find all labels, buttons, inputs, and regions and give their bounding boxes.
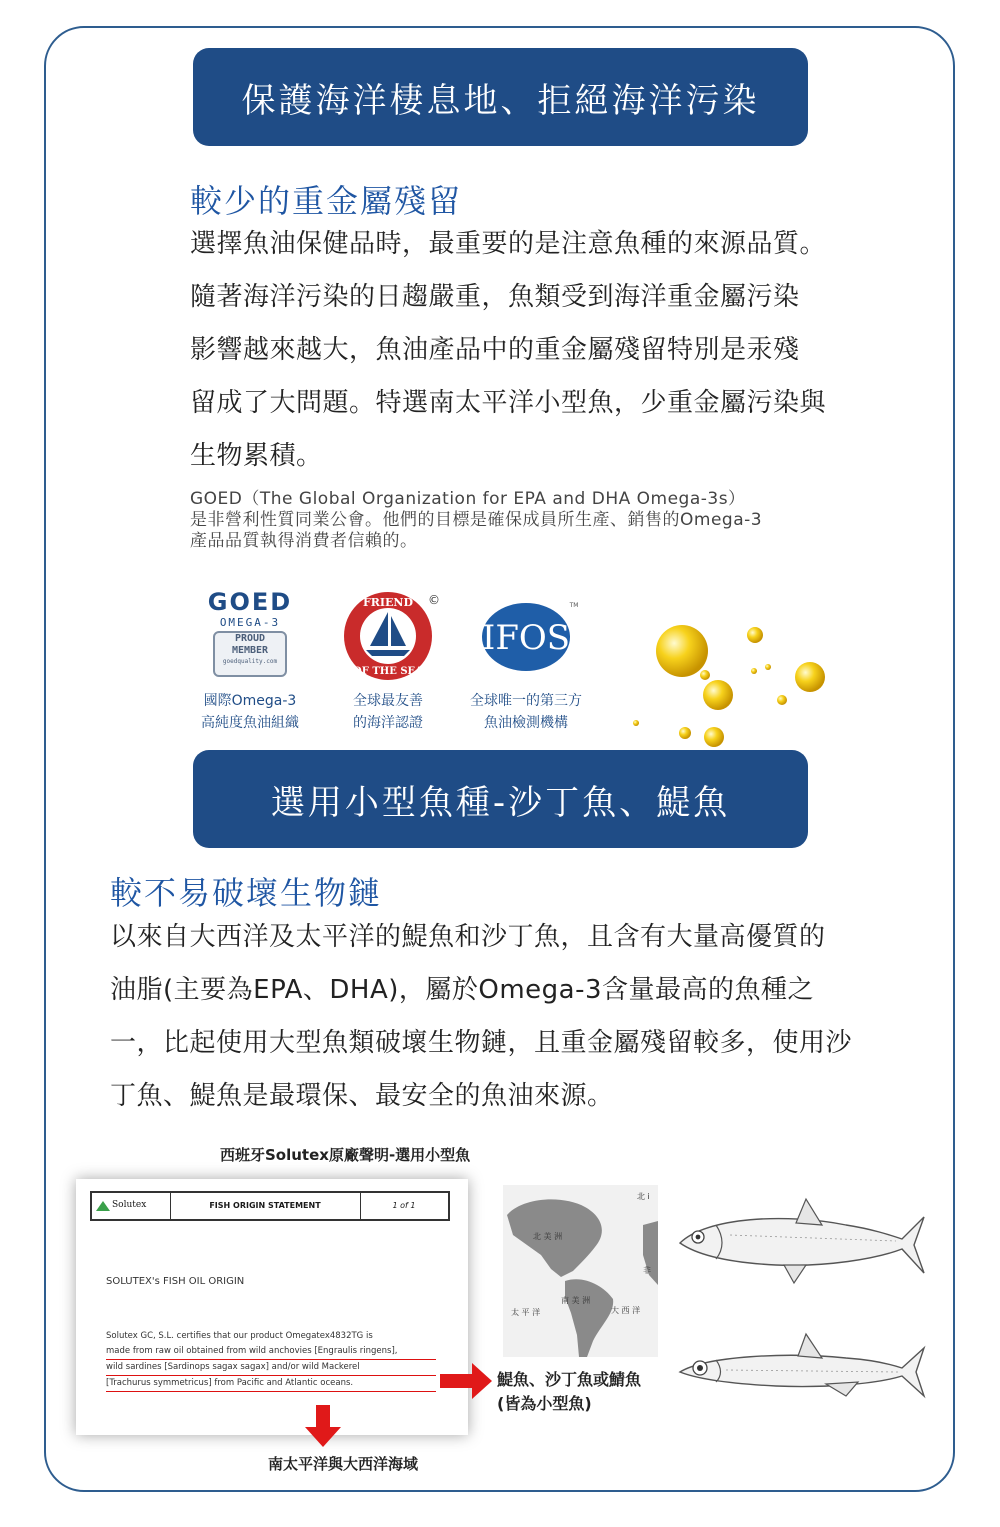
oil-bubble-icon <box>747 627 763 643</box>
anchovy-illustration <box>676 1330 926 1400</box>
heading-food-chain: 較不易破壞生物鏈 <box>110 874 383 912</box>
anchovy-dorsal-fin <box>798 1334 822 1358</box>
arrow-down-icon <box>305 1405 341 1447</box>
goed-logo <box>200 588 300 680</box>
oil-bubble-icon <box>795 662 825 692</box>
copyright-mark: © <box>428 593 440 607</box>
banner-protect-ocean: 保護海洋棲息地、拒絕海洋污染 <box>193 48 808 146</box>
document-header <box>90 1191 450 1221</box>
document-body <box>106 1329 436 1392</box>
ocean-caption: 南太平洋與大西洋海域 <box>268 1455 419 1473</box>
paragraph-line: 生物累積。 <box>190 441 323 471</box>
goed-caption <box>198 690 302 734</box>
map-graphic <box>503 1185 658 1357</box>
friend-of-the-sea-logo <box>340 590 444 684</box>
heading-heavy-metal: 較少的重金屬殘留 <box>190 182 463 220</box>
caption-line: 全球唯一的第三方 <box>470 693 582 709</box>
oil-bubble-icon <box>703 680 733 710</box>
paragraph-line: 以來自大西洋及太平洋的鯷魚和沙丁魚，且含有大量高優質的 <box>110 922 826 952</box>
map-label-africa: 非 <box>643 1266 651 1275</box>
document-page: 1 of 1 <box>392 1201 416 1210</box>
sardine-ventral-fin <box>784 1265 806 1283</box>
oil-bubbles-illustration <box>622 615 832 750</box>
goed-member: MEMBER <box>231 645 269 656</box>
document-line: wild sardines [Sardinops sagax sagax] and/or wild Mackerel <box>106 1360 436 1376</box>
americas-map <box>503 1185 658 1357</box>
fish-caption <box>497 1368 641 1416</box>
oil-bubble-icon <box>704 727 724 747</box>
ifos-logo <box>480 597 580 673</box>
paragraph-line: 油脂(主要為EPA、DHA)，屬於Omega-3含量最高的魚種之 <box>110 975 815 1005</box>
boat-hull-icon <box>366 650 410 656</box>
caption-line: 鯷魚、沙丁魚或鯖魚 <box>497 1370 642 1389</box>
map-label-atlantic: 大 西 洋 <box>611 1306 641 1315</box>
anchovy-anal-fin <box>826 1382 858 1396</box>
sardine-illustration <box>676 1195 926 1285</box>
paragraph-food-chain <box>110 911 852 1123</box>
anchovy-pupil <box>697 1365 703 1371</box>
south-america-shape <box>565 1279 613 1357</box>
map-label-corner: 北 i <box>637 1192 650 1201</box>
caption-line: (皆為小型魚) <box>497 1394 592 1413</box>
caption-line: 全球最友善 <box>353 693 423 709</box>
document-line: Solutex GC, S.L. certifies that our product Omegatex4832TG is <box>106 1331 373 1341</box>
paragraph-line: 一，比起使用大型魚類破壞生物鏈，且重金屬殘留較多，使用沙 <box>110 1028 853 1058</box>
oil-bubble-icon <box>765 664 771 670</box>
document-statement: FISH ORIGIN STATEMENT <box>170 1193 361 1219</box>
document-line: made from raw oil obtained from wild anchovies [Engraulis ringens], <box>106 1344 436 1360</box>
trademark-mark: TM <box>569 602 579 609</box>
oil-bubble-icon <box>656 625 708 677</box>
oil-bubble-icon <box>679 727 691 739</box>
caption-line: 國際Omega-3 <box>203 693 297 709</box>
note-line: 是非營利性質同業公會。他們的目標是確保成員所生產、銷售的Omega-3 <box>190 510 763 530</box>
goed-sub: OMEGA-3 <box>219 616 281 629</box>
banner-small-fish: 選用小型魚種-沙丁魚、鯷魚 <box>193 750 808 848</box>
note-line: 產品品質執得消費者信賴的。 <box>190 531 418 551</box>
goed-brand: GOED <box>207 588 293 616</box>
document-brand: Solutex <box>112 1200 147 1210</box>
paragraph-line: 選擇魚油保健品時，最重要的是注意魚種的來源品質。 <box>190 229 827 259</box>
seal-top-text: FRIEND <box>362 596 414 609</box>
oil-bubble-icon <box>751 668 757 674</box>
map-label-north-america: 北 美 洲 <box>533 1232 563 1241</box>
document-heading: SOLUTEX's FISH OIL ORIGIN <box>106 1276 245 1287</box>
fish-origin-document <box>76 1179 468 1435</box>
paragraph-line: 丁魚、鯷魚是最環保、最安全的魚油來源。 <box>110 1081 614 1111</box>
caption-line: 高純度魚油組織 <box>201 715 299 731</box>
paragraph-line: 留成了大問題。特選南太平洋小型魚，少重金屬污染與 <box>190 388 827 418</box>
note-line: GOED（The Global Organization for EPA and DHA Omega-3s） <box>190 489 746 509</box>
sardine-pupil <box>696 1235 701 1240</box>
sardine-dorsal-fin <box>796 1199 822 1225</box>
seal-bottom-text: OF THE SEA <box>353 666 423 677</box>
arrow-right-icon <box>440 1363 492 1399</box>
figure-title: 西班牙Solutex原廠聲明-選用小型魚 <box>220 1146 471 1164</box>
goed-url: goedquality.com <box>222 658 278 665</box>
caption-line: 的海洋認證 <box>353 715 423 731</box>
ifos-brand: IFOS <box>481 618 571 658</box>
paragraph-heavy-metal <box>190 218 826 483</box>
oil-bubble-icon <box>700 670 710 680</box>
friend-caption <box>338 690 438 734</box>
oil-bubble-icon <box>777 695 787 705</box>
oil-bubble-icon <box>633 720 639 726</box>
goed-note <box>190 489 762 552</box>
paragraph-line: 隨著海洋污染的日趨嚴重，魚類受到海洋重金屬污染 <box>190 282 800 312</box>
solutex-logo-icon <box>96 1201 110 1211</box>
document-brand-cell <box>92 1193 171 1219</box>
map-label-south-america: 南 美 洲 <box>561 1296 591 1305</box>
goed-proud: PROUD <box>234 633 266 644</box>
paragraph-line: 影響越來越大，魚油產品中的重金屬殘留特別是汞殘 <box>190 335 800 365</box>
document-line: [Trachurus symmetricus] from Pacific and Atlantic oceans. <box>106 1376 436 1392</box>
caption-line: 魚油檢測機構 <box>484 715 568 731</box>
map-label-pacific: 太 平 洋 <box>511 1308 541 1317</box>
goed-member-badge <box>213 631 287 677</box>
ifos-caption <box>462 690 590 734</box>
